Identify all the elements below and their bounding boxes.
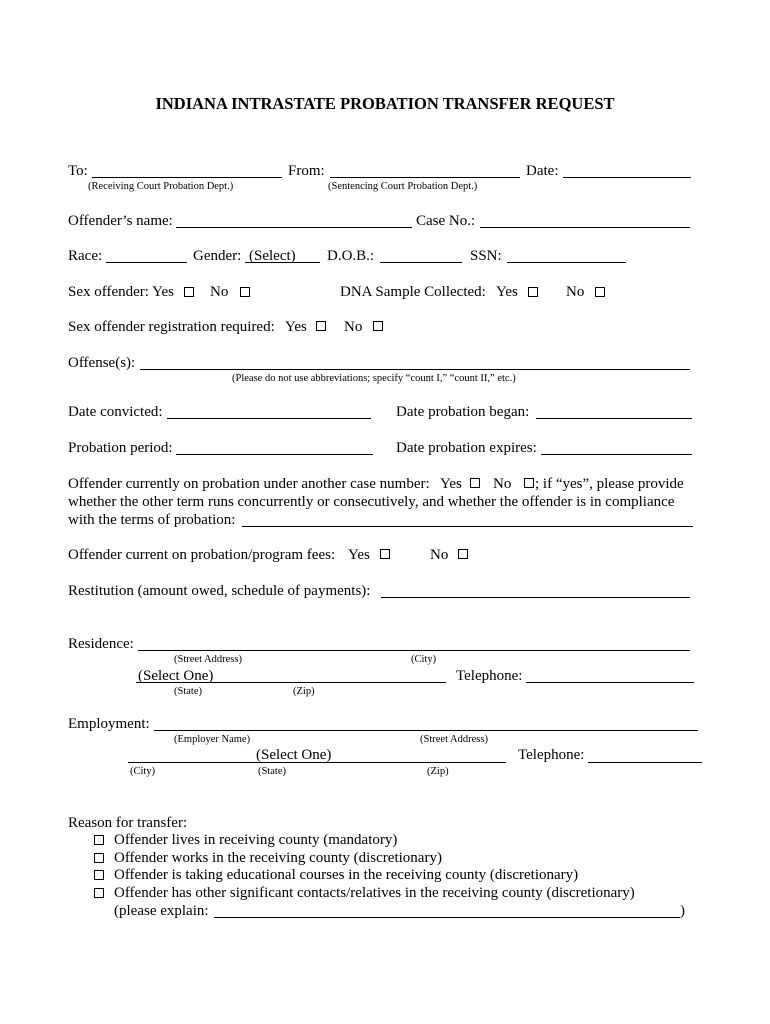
employment-telephone-field[interactable] — [588, 762, 702, 763]
case-no-field[interactable] — [480, 227, 690, 228]
date-expires-label: Date probation expires: — [396, 440, 537, 456]
residence-telephone-label: Telephone: — [456, 668, 523, 684]
registration-no-label: No — [344, 319, 363, 335]
employment-label: Employment: — [68, 716, 150, 732]
sex-offender-label: Sex offender: Yes — [68, 284, 174, 300]
other-case-line3: with the terms of probation: — [68, 512, 236, 528]
reason-option: Offender works in the receiving county (discretionary) — [114, 850, 442, 866]
offender-name-label: Offender’s name: — [68, 213, 173, 229]
from-field[interactable] — [330, 177, 520, 178]
date-began-label: Date probation began: — [396, 404, 530, 420]
other-case-label: Offender currently on probation under another case number: — [68, 476, 430, 492]
fees-yes-label: Yes — [348, 547, 370, 563]
dna-no-label: No — [566, 284, 585, 300]
other-case-no-checkbox[interactable] — [524, 478, 534, 488]
from-hint: (Sentencing Court Probation Dept.) — [328, 181, 478, 192]
employment-zip-hint: (Zip) — [427, 766, 449, 777]
other-case-no-label: No — [493, 476, 512, 492]
restitution-field[interactable] — [381, 597, 690, 598]
date-convicted-field[interactable] — [167, 418, 371, 419]
explain-close: ) — [680, 903, 685, 919]
offense-field[interactable] — [140, 369, 690, 370]
probation-period-field[interactable] — [176, 454, 373, 455]
reason-option: Offender has other significant contacts/relatives in the receiving county (discretionary) — [114, 885, 635, 901]
other-case-tail: ; if “yes”, please provide — [535, 476, 684, 492]
probation-period-label: Probation period: — [68, 440, 173, 456]
registration-yes-label: Yes — [285, 319, 307, 335]
employment-telephone-label: Telephone: — [518, 747, 585, 763]
reason-lives-checkbox[interactable] — [94, 835, 104, 845]
ssn-field[interactable] — [507, 262, 626, 263]
race-label: Race: — [68, 248, 103, 264]
dob-label: D.O.B.: — [327, 248, 375, 264]
residence-state-select[interactable]: (Select One) — [138, 668, 214, 684]
residence-state-hint: (State) — [174, 686, 202, 697]
dna-yes-label: Yes — [496, 284, 518, 300]
case-no-label: Case No.: — [416, 213, 476, 229]
employment-city-hint: (City) — [130, 766, 156, 777]
date-field[interactable] — [563, 177, 691, 178]
residence-zip-hint: (Zip) — [293, 686, 315, 697]
to-label: To: — [68, 163, 88, 179]
date-began-field[interactable] — [536, 418, 692, 419]
date-expires-field[interactable] — [541, 454, 692, 455]
residence-city-hint: (City) — [411, 654, 437, 665]
restitution-label: Restitution (amount owed, schedule of payments): — [68, 583, 371, 599]
residence-telephone-field[interactable] — [526, 682, 694, 683]
residence-address-field[interactable] — [138, 650, 690, 651]
employment-state-hint: (State) — [258, 766, 286, 777]
sex-offender-no-label: No — [210, 284, 229, 300]
other-case-yes-label: Yes — [440, 476, 462, 492]
gender-select[interactable]: (Select) — [249, 248, 296, 264]
employment-field[interactable] — [154, 730, 698, 731]
fees-no-checkbox[interactable] — [458, 549, 468, 559]
race-field[interactable] — [106, 262, 187, 263]
registration-yes-checkbox[interactable] — [316, 321, 326, 331]
fees-no-label: No — [430, 547, 449, 563]
dob-field[interactable] — [380, 262, 462, 263]
reason-contacts-checkbox[interactable] — [94, 888, 104, 898]
employer-name-hint: (Employer Name) — [174, 734, 251, 745]
reason-works-checkbox[interactable] — [94, 853, 104, 863]
offense-hint: (Please do not use abbreviations; specify “count I,” “count II,” etc.) — [232, 373, 516, 384]
registration-label: Sex offender registration required: — [68, 319, 275, 335]
reason-education-checkbox[interactable] — [94, 870, 104, 880]
offense-label: Offense(s): — [68, 355, 136, 371]
dna-no-checkbox[interactable] — [595, 287, 605, 297]
page-title: INDIANA INTRASTATE PROBATION TRANSFER REQUEST — [155, 94, 615, 113]
other-case-yes-checkbox[interactable] — [470, 478, 480, 488]
explain-label: (please explain: — [114, 903, 209, 919]
reason-option: Offender is taking educational courses in the receiving county (discretionary) — [114, 867, 579, 883]
from-label: From: — [288, 163, 325, 179]
terms-field[interactable] — [242, 526, 693, 527]
offender-name-field[interactable] — [176, 227, 412, 228]
to-hint: (Receiving Court Probation Dept.) — [88, 181, 234, 192]
employment-street-hint: (Street Address) — [420, 734, 488, 745]
registration-no-checkbox[interactable] — [373, 321, 383, 331]
residence-label: Residence: — [68, 636, 134, 652]
explain-field[interactable] — [214, 917, 680, 918]
gender-label: Gender: — [193, 248, 242, 264]
other-case-line2: whether the other term runs concurrently or consecutively, and whether the offender is in compliance — [68, 494, 675, 510]
reason-label: Reason for transfer: — [68, 815, 188, 831]
dna-yes-checkbox[interactable] — [528, 287, 538, 297]
ssn-label: SSN: — [470, 248, 502, 264]
residence-street-hint: (Street Address) — [174, 654, 242, 665]
sex-offender-yes-checkbox[interactable] — [184, 287, 194, 297]
fees-label: Offender current on probation/program fees: — [68, 547, 336, 563]
dna-label: DNA Sample Collected: — [340, 284, 486, 300]
to-field[interactable] — [92, 177, 282, 178]
date-convicted-label: Date convicted: — [68, 404, 163, 420]
date-label: Date: — [526, 163, 559, 179]
sex-offender-no-checkbox[interactable] — [240, 287, 250, 297]
fees-yes-checkbox[interactable] — [380, 549, 390, 559]
reason-option: Offender lives in receiving county (mandatory) — [114, 832, 398, 848]
employment-state-select[interactable]: (Select One) — [256, 747, 332, 763]
